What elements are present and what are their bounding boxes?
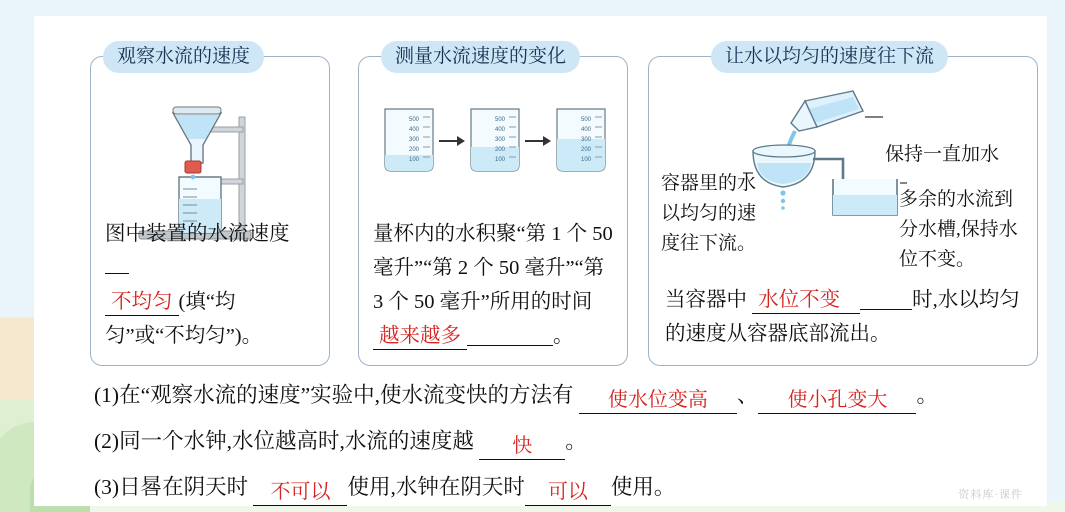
card-2-answer[interactable]: 越来越多 [373,323,467,350]
card-title: 让水以均匀的速度往下流 [711,41,948,73]
svg-text:400: 400 [408,127,419,133]
svg-text:100: 100 [408,157,419,163]
question-3-number: (3) [94,475,120,499]
card-2-text-after: 。 [553,325,574,347]
question-3-mid: 使用,水钟在阴天时 [347,475,525,499]
card-3-trailing-line [860,287,912,310]
card-3-label-right: 多余的水流到分水槽,保持水位不变。 [899,189,1018,270]
question-1 [94,372,1044,418]
card-1-text-before: 图中装置的水流速度 [105,223,290,245]
card-1-lead-line [105,253,129,274]
card-2-text-before: 量杯内的水积聚“第 1 个 50 毫升”“第 2 个 50 毫升”“第 3 个 50 毫升”所用的时间 [373,223,613,313]
card-2-text [373,217,613,353]
experiment-cards [60,38,1020,366]
svg-text:100: 100 [494,157,505,163]
card-1-text-after: (填“均匀”或“不均匀”)。 [105,291,263,347]
question-2-text-2: 。 [565,429,587,453]
card-title: 观察水流的速度 [103,41,264,73]
card-uniform-flow [648,46,1038,366]
svg-text:300: 300 [408,137,419,143]
question-1-text-2: 。 [916,383,938,407]
watermark: 资料库·课件 [958,489,1023,501]
question-2 [94,418,1044,464]
svg-text:200: 200 [580,147,591,153]
svg-text:500: 500 [408,117,419,123]
svg-text:200: 200 [494,147,505,153]
card-3-text-after: 时,水以均匀的速度从容器底部流出。 [665,289,1020,345]
question-1-number: (1) [94,383,120,407]
card-3-label-left: 容器里的水以均匀的速度往下流。 [661,173,757,254]
question-1-answer-2[interactable]: 使小孔变大 [758,387,916,414]
card-3-label-top-right: 保持一直加水 [885,144,1000,165]
question-3 [94,464,1044,510]
card-1-answer[interactable]: 不均匀 [105,289,179,316]
questions-list [94,372,1044,510]
svg-text:300: 300 [580,137,591,143]
svg-text:400: 400 [580,127,591,133]
card-observe-water-speed [90,46,330,366]
card-3-text-before: 当容器中 [665,289,747,311]
svg-text:500: 500 [580,117,591,123]
three-beakers-arrow-diagram [375,99,615,185]
card-measure-speed-change [358,46,628,366]
page-background-top [0,0,1065,16]
worksheet-sheet [34,16,1047,506]
question-3-answer-1[interactable]: 不可以 [253,479,347,506]
question-3-text-2: 使用。 [610,475,676,499]
page-background-right [1047,0,1065,512]
svg-text:300: 300 [494,137,505,143]
question-2-answer-1[interactable]: 快 [479,433,565,460]
question-1-answer-1[interactable]: 使水位变高 [579,387,737,414]
question-1-mid: 、 [736,383,759,407]
question-1-text-1: 在“观察水流的速度”实验中,使水流变快的方法有 [119,383,574,407]
svg-text:200: 200 [408,147,419,153]
card-title: 测量水流速度的变化 [381,41,580,73]
question-2-text-1: 同一个水钟,水位越高时,水流的速度越 [119,429,474,453]
question-2-number: (2) [94,429,120,453]
svg-text:100: 100 [580,157,591,163]
card-3-answer[interactable]: 水位不变 [752,287,860,314]
question-3-text-1: 日晷在阴天时 [119,475,249,499]
question-3-answer-2[interactable]: 可以 [525,479,611,506]
card-3-text [665,283,1027,351]
card-1-text [105,217,315,353]
card-2-trailing-line [467,323,553,346]
svg-text:500: 500 [494,117,505,123]
svg-text:400: 400 [494,127,505,133]
